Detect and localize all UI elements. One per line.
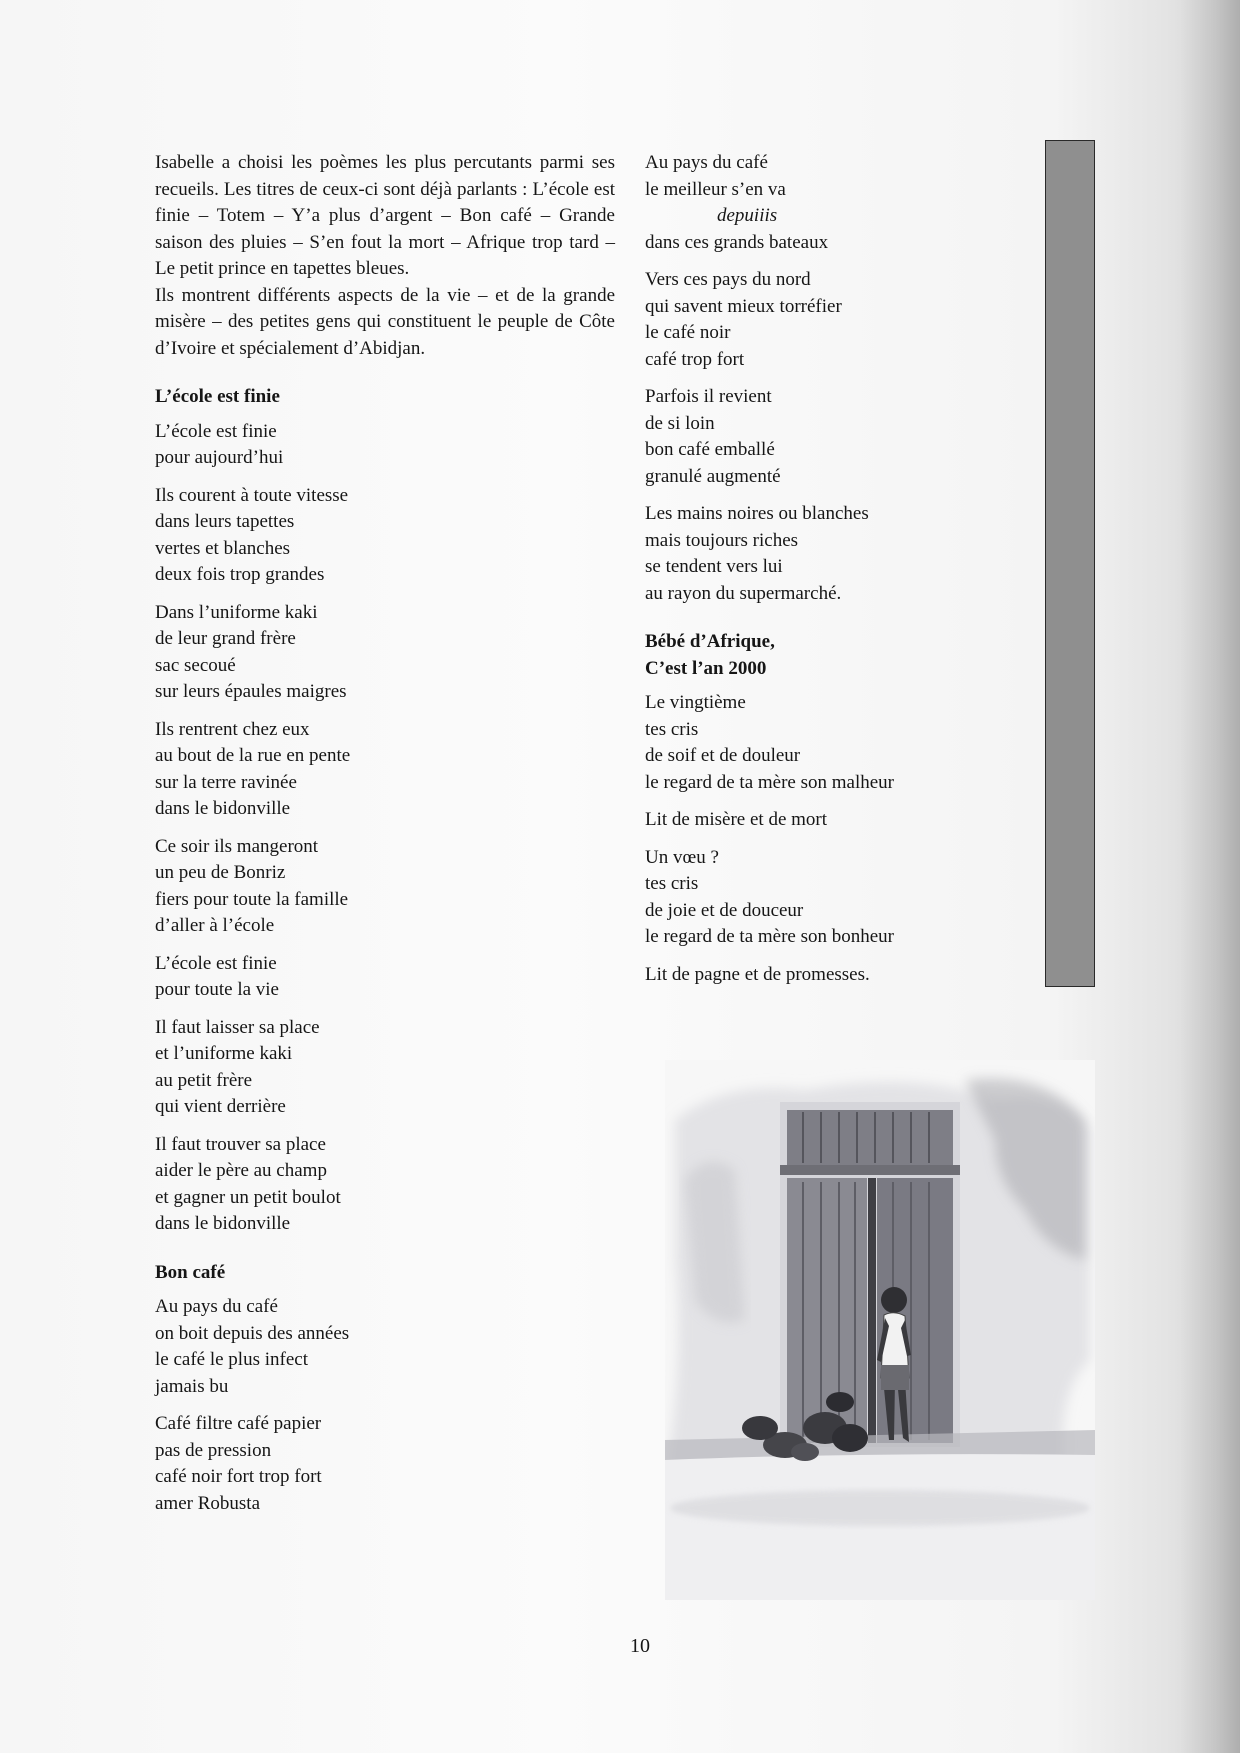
stanza-line: deux fois trop grandes bbox=[155, 564, 325, 585]
stanza-line-emphasis: depuiiis bbox=[717, 205, 778, 226]
poem-title-bebe-afrique bbox=[645, 629, 955, 682]
stanza-line: au rayon du supermarché. bbox=[645, 582, 842, 604]
stanza-line: Ils courent à toute vitesse bbox=[155, 484, 349, 506]
stanza bbox=[645, 150, 955, 256]
stanza-line: Les mains noires ou blanches bbox=[645, 503, 869, 524]
stanza-line: granulé augmenté bbox=[645, 465, 781, 487]
stanza-line: de soif et de douleur bbox=[645, 745, 801, 766]
stanza-line: bon café emballé bbox=[645, 439, 775, 460]
stanza-line: dans leurs tapettes bbox=[155, 511, 295, 532]
stanza bbox=[155, 951, 615, 1004]
stanza-line: le regard de ta mère son bonheur bbox=[645, 926, 895, 947]
stanza-line: Ce soir ils mangeront bbox=[155, 835, 319, 857]
decorative-gray-bar bbox=[1045, 140, 1095, 987]
stanza-line: L’école est finie bbox=[155, 952, 277, 974]
stanza bbox=[155, 717, 615, 823]
stanza-line: vertes et blanches bbox=[155, 537, 291, 559]
stanza-line: Vers ces pays du nord bbox=[645, 269, 811, 290]
stanza-line: de joie et de douceur bbox=[645, 899, 804, 921]
stanza-line: Il faut laisser sa place bbox=[155, 1016, 320, 1038]
stanza-line: Un vœu ? bbox=[645, 846, 719, 868]
stanza bbox=[155, 1294, 615, 1400]
stanza-line: de leur grand frère bbox=[155, 628, 296, 649]
stanza-line: aider le père au champ bbox=[155, 1160, 327, 1181]
poem-title-bon-cafe bbox=[155, 1260, 615, 1287]
stanza-line: dans le bidonville bbox=[155, 798, 291, 819]
stanza-line: café trop fort bbox=[645, 348, 745, 370]
stanza-line: mais toujours riches bbox=[645, 529, 799, 551]
stanza-line: Il faut trouver sa place bbox=[155, 1133, 326, 1155]
poem-title-line-2: C’est l’an 2000 bbox=[645, 657, 767, 679]
stanza-line: Lit de misère et de mort bbox=[645, 809, 828, 830]
stanza bbox=[645, 807, 955, 834]
intro-paragraph-2: Ils montrent différents aspects de la vie – et de la grande misère – des petites gens qui constituent le peuple de Côte d’Ivoire et spécialement d’Abidjan. bbox=[155, 284, 615, 359]
stanza-line: Au pays du café bbox=[155, 1296, 278, 1317]
poem-title-text: L’école est finie bbox=[155, 386, 280, 407]
stanza-line: pour aujourd’hui bbox=[155, 447, 284, 468]
stanza bbox=[155, 834, 615, 940]
stanza-line: le café le plus infect bbox=[155, 1349, 308, 1370]
stanza-line: d’aller à l’école bbox=[155, 915, 275, 936]
stanza-line: Au pays du café bbox=[645, 152, 768, 173]
stanza-line: Le vingtième bbox=[645, 692, 746, 713]
stanza-line: Parfois il revient bbox=[645, 386, 772, 407]
poem-bon-cafe-part2 bbox=[645, 267, 955, 607]
stanza bbox=[155, 1132, 615, 1238]
right-column bbox=[645, 150, 955, 999]
stanza-line: le café noir bbox=[645, 322, 731, 343]
stanza-line: le regard de ta mère son malheur bbox=[645, 771, 894, 793]
stanza-line: dans le bidonville bbox=[155, 1213, 291, 1234]
stanza-line: sac secoué bbox=[155, 654, 236, 676]
stanza-line: Dans l’uniforme kaki bbox=[155, 601, 318, 623]
stanza bbox=[155, 483, 615, 589]
stanza-line: tes cris bbox=[645, 718, 699, 740]
stanza bbox=[155, 600, 615, 706]
stanza-line: et l’uniforme kaki bbox=[155, 1043, 293, 1064]
stanza-line: jamais bu bbox=[155, 1375, 229, 1397]
stanza-line: tes cris bbox=[645, 873, 699, 894]
poem-title-ecole bbox=[155, 384, 615, 411]
stanza-line: dans ces grands bateaux bbox=[645, 231, 829, 253]
stanza-line: amer Robusta bbox=[155, 1492, 261, 1514]
stanza-line: qui vient derrière bbox=[155, 1096, 286, 1117]
stanza-line: de si loin bbox=[645, 412, 715, 434]
stanza-line: au petit frère bbox=[155, 1069, 253, 1091]
stanza-line: fiers pour toute la famille bbox=[155, 888, 349, 910]
stanza bbox=[645, 962, 955, 989]
stanza bbox=[155, 1015, 615, 1121]
stanza-line: pas de pression bbox=[155, 1439, 272, 1461]
poem-bebe-afrique bbox=[645, 690, 955, 988]
stanza-line: le meilleur s’en va bbox=[645, 178, 786, 200]
stanza bbox=[645, 501, 955, 607]
stanza-line: on boit depuis des années bbox=[155, 1322, 350, 1344]
stanza bbox=[645, 267, 955, 373]
stanza bbox=[155, 419, 615, 472]
page-number: 10 bbox=[630, 1635, 650, 1657]
stanza-line: Café filtre café papier bbox=[155, 1413, 322, 1434]
stanza-line: L’école est finie bbox=[155, 420, 277, 442]
stanza-line: un peu de Bonriz bbox=[155, 862, 286, 883]
stanza-line: Ils rentrent chez eux bbox=[155, 718, 310, 740]
poem-title-text: Bon café bbox=[155, 1261, 226, 1283]
stanza-line: au bout de la rue en pente bbox=[155, 745, 351, 766]
intro-paragraph-1: Isabelle a choisi les poèmes les plus percutants parmi ses recueils. Les titres de ceux-ci sont déjà parlants : L’école est finie – Totem – Y’a plus d’argent – Bon café – Grande saison des pluies – S’en fout la mort – Afrique trop tard – Le petit prince en tapettes bleues. bbox=[155, 152, 615, 279]
stanza-line: café noir fort trop fort bbox=[155, 1466, 322, 1487]
stanza-line: sur leurs épaules maigres bbox=[155, 681, 347, 702]
stanza-line: Lit de pagne et de promesses. bbox=[645, 963, 870, 985]
doorway-illustration bbox=[665, 1060, 1095, 1600]
poem-ecole bbox=[155, 419, 615, 1238]
stanza-line: pour toute la vie bbox=[155, 979, 279, 1000]
stanza bbox=[645, 384, 955, 490]
poem-title-line-1: Bébé d’Afrique, bbox=[645, 631, 775, 652]
stanza-line: sur la terre ravinée bbox=[155, 771, 297, 793]
stanza-line: et gagner un petit boulot bbox=[155, 1186, 341, 1208]
stanza bbox=[155, 1411, 615, 1517]
stanza-line: qui savent mieux torréfier bbox=[645, 295, 842, 317]
stanza-line: se tendent vers lui bbox=[645, 556, 783, 577]
page-edge-shadow bbox=[1180, 0, 1240, 1753]
poem-bon-cafe-part1 bbox=[155, 1294, 615, 1517]
stanza bbox=[645, 845, 955, 951]
left-column bbox=[155, 150, 615, 1528]
stanza bbox=[645, 690, 955, 796]
